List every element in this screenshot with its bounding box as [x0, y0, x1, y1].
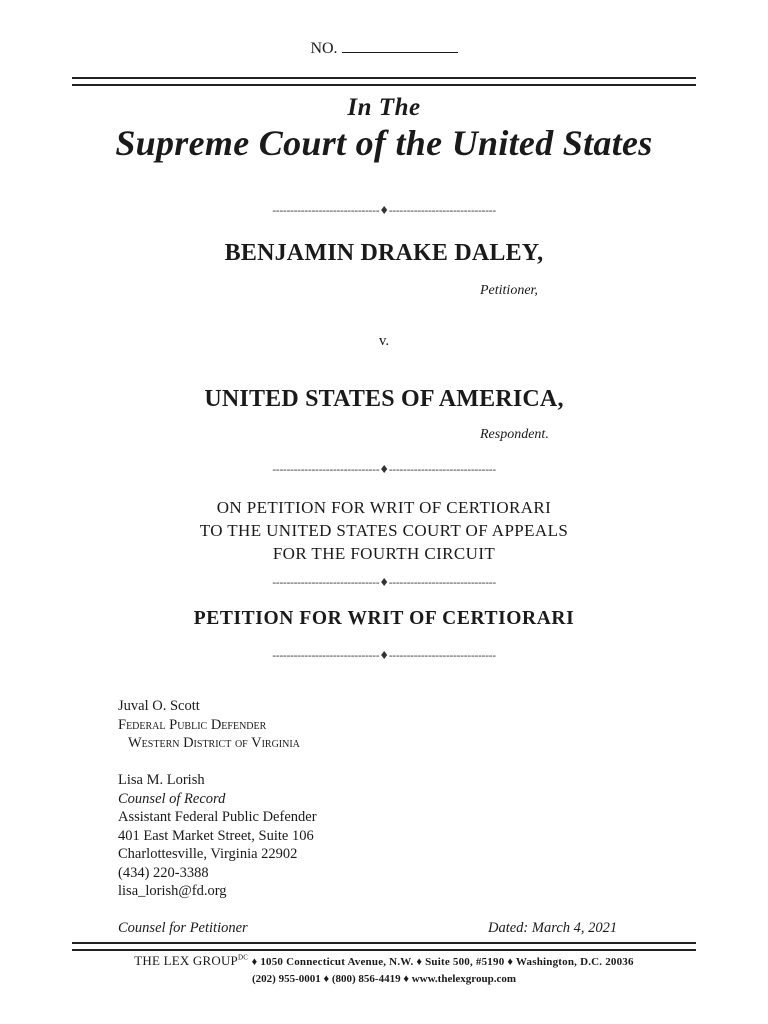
petition-title: PETITION FOR WRIT OF CERTIORARI: [193, 608, 575, 629]
respondent-name: UNITED STATES OF AMERICA,: [204, 386, 564, 412]
on-petition-block: [0, 496, 768, 565]
section-divider-1: ------------------------------♦------------------------------: [272, 204, 496, 217]
section-divider-3: ------------------------------♦------------------------------: [272, 576, 496, 589]
court-in-the: In The: [347, 94, 421, 121]
docket-label: NO.: [310, 40, 338, 57]
docket-number: [0, 38, 768, 58]
printer-line-1: [0, 953, 768, 969]
on-petition-line-3: FOR THE FOURTH CIRCUIT: [272, 544, 496, 563]
petitioner-name: BENJAMIN DRAKE DALEY,: [224, 240, 544, 266]
counsel-1-title: Federal Public Defender: [118, 716, 267, 733]
on-petition-line-2: TO THE UNITED STATES COURT OF APPEALS: [199, 521, 569, 540]
printer-name: THE LEX GROUP: [134, 953, 238, 968]
counsel-2-name: Lisa M. Lorish: [118, 772, 205, 788]
dated-label: Dated: March 4, 2021: [488, 920, 618, 936]
counsel-2-phone: (434) 220-3388: [118, 864, 209, 881]
section-divider-2: ------------------------------♦------------------------------: [272, 463, 496, 476]
counsel-for-label: Counsel for Petitioner: [118, 920, 248, 936]
docket-number-blank: [342, 38, 458, 53]
counsel-block-record: [118, 771, 317, 901]
petitioner-role: Petitioner,: [480, 283, 538, 298]
versus: v.: [378, 333, 390, 349]
section-divider-4: ------------------------------♦------------------------------: [272, 649, 496, 662]
counsel-2-address-line-2: Charlottesville, Virginia 22902: [118, 846, 298, 862]
bottom-double-rule: [72, 942, 696, 951]
counsel-block-primary: [118, 697, 300, 753]
counsel-2-email: lisa_lorish@fd.org: [118, 883, 227, 899]
counsel-2-address-line-1: 401 East Market Street, Suite 106: [118, 827, 314, 844]
printer-superscript: DC: [237, 953, 249, 962]
top-double-rule: [72, 77, 696, 86]
counsel-1-district: Western District of Virginia: [128, 735, 300, 751]
on-petition-line-1: ON PETITION FOR WRIT OF CERTIORARI: [216, 498, 552, 517]
respondent-role: Respondent.: [480, 427, 549, 442]
counsel-2-designation: Counsel of Record: [118, 790, 226, 807]
counsel-1-name: Juval O. Scott: [118, 698, 200, 714]
printer-address: ♦ 1050 Connecticut Avenue, N.W. ♦ Suite 500, #5190 ♦ Washington, D.C. 20036: [251, 956, 634, 968]
counsel-2-title: Assistant Federal Public Defender: [118, 809, 317, 825]
court-name: Supreme Court of the United States: [115, 123, 653, 163]
printer-contact: (202) 955-0001 ♦ (800) 856-4419 ♦ www.thelexgroup.com: [252, 973, 516, 985]
